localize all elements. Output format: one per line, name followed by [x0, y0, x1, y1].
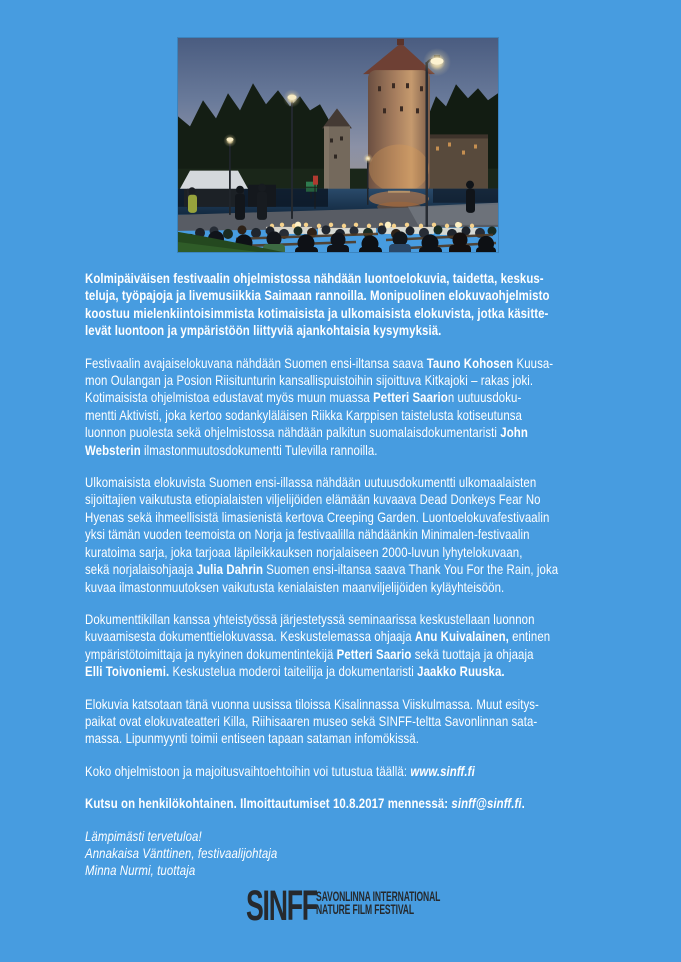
flyer-text — [85, 270, 623, 895]
sinff-logo-tagline-line2: NATURE FILM FESTIVAL — [316, 902, 414, 918]
paragraph-invitation: Kutsu on henkilökohtainen. Ilmoittautumiset 10.8.2017 mennessä: sinff@sinff.fi. — [85, 796, 525, 812]
paragraph-intro: Kolmipäiväisen festivaalin ohjelmistossa nähdään luontoelokuvia, taidetta, keskus- teluja, työpajoja ja livemusiikkia Saimaan rannoilla. Monipuolinen elokuvaohjelmisto koostuu mielenkiintoisimmista kotimaisista ja ulkomaisista elokuvista, jotka käsitte- levät luontoon ja ympäristöön liittyviä ajankohtaisia kysymyksiä. — [85, 271, 550, 339]
sinff-logo-tagline — [316, 890, 440, 917]
sinff-logo — [246, 882, 466, 932]
paragraph-website-link: Koko ohjelmistoon ja majoitusvaihtoehtoihin voi tutustua täällä: www.sinff.fi — [85, 763, 475, 779]
paragraph-venues: Elokuvia katsotaan tänä vuonna uusissa tiloissa Kisalinnassa Viiskulmassa. Muut esitys- paikat ovat elokuvateatteri Killa, Riihisaaren museo sekä SINFF-teltta Savonlinnan sata- massa. Lipunmyynti toimii entiseen tapaan sataman infomökissä. — [85, 696, 539, 747]
sinff-logo-wordmark: SINFF — [246, 882, 317, 930]
festival-photo — [178, 38, 498, 252]
paragraph-domestic-films: Festivaalin avajaiselokuvana nähdään Suomen ensi-iltansa saava Tauno Kohosen Kuusa- mon Oulangan ja Posion Riisitunturin kansallispuistoihin sijoittuva Kitkajoki – rakas joki. Kotimaisista ohjelmistoa edustavat myös muun muassa Petteri Saarion uutuusdoku- mentti Aktivisti, joka kertoo sodankyläläisen Riikka Karppisen taistelusta kotiseutunsa luonnon puolesta sekä ohjelmistossa nähdään palkitun suomalaisdokumentaristi John Websterin ilmastonmuutosdokumentti Tulevilla rannoilla. — [85, 355, 554, 458]
festival-photo-illustration — [178, 38, 498, 252]
paragraph-foreign-films: Ulkomaisista elokuvista Suomen ensi-illassa nähdään uutuusdokumentti ulkomaalaisten sijoittajien vaikutusta etiopialaisten viljelijöiden elämään kuvaava Dead Donkeys Fear No Hyenas sekä ihmeellisistä limasienistä kertova Creeping Garden. Luontoelokuvafestivaalin yksi tämän vuoden teemoista on Norja ja festivaalilla nähdäänkin Minimalen-festivaalin kuratoima sarja, joka tarjoaa läpileikkauksen norjalaiseen 2000-luvun lyhytelokuvaan, sekä norjalaisohjaaja Julia Dahrin Suomen ensi-iltansa saava Thank You For the Rain, joka kuvaa ilmastonmuutoksen vaikutusta kenialaisten maanviljelijöiden kyläyhteisöön. — [85, 475, 559, 595]
paragraph-signature: Lämpimästi tervetuloa! Annakaisa Vänttinen, festivaalijohtaja Minna Nurmi, tuottaja — [85, 828, 278, 879]
sinff-logo-tagline-line1: SAVONLINNA INTERNATIONAL — [316, 889, 441, 904]
paragraph-seminar: Dokumenttikillan kanssa yhteistyössä järjestetyssä seminaarissa keskustellaan luonnon kuvaamisesta dokumenttielokuvassa. Keskustelemassa ohjaaja Anu Kuivalainen, entinen ympäristötoimittaja ja nykyinen dokumentintekijä Petteri Saario sekä tuottaja ja ohjaaja Elli Toivoniemi. Keskustelua moderoi taiteilija ja dokumentaristi Jaakko Ruuska. — [85, 611, 551, 680]
